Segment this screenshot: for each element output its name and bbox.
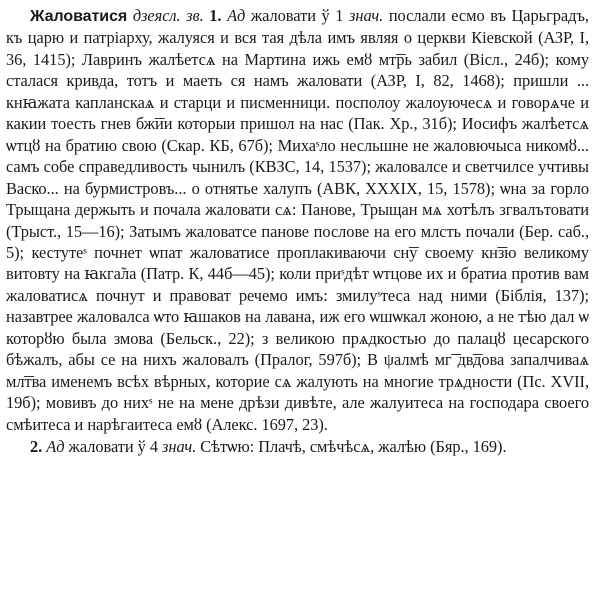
grammar-label: дзеясл. зв. [132,6,204,25]
crossref-label: Ад [227,6,246,25]
sense-text: послали есмо въ Царьградъ, къ царю и патріарху, жалуяся и вся тая дѣла имъ являя о церкви Кіевской (АЗР, I, 36, 1415); Лавринъ жалѣетсѧ на Мартина ижь емȣ мт͞рь забил (Вісл., 24б); кому сталася кривда, тотъ и маеть ся намъ жаловати (АЗР, I, 82, 1468); пришли ... кнꙗжата капланскаѧ и старци и писменници. посполоу жалоуючесѧ и говорѧче и какии тоесть гнев бж͞ии которыи пришол на нас (Пак. Хр., 31б); Иосифъ жалѣетсѧ ѡтцȣ на братию свою (Скар. КБ, 67б); Михаˢло несльшне не жаловючыса никомȣ... самъ собе справедливость чынилъ (КВЗС, 14, 1537); жаловалсе и светчилсе учтивы Васко... на бурмистровъ... о отнятье халупъ (АВК, XXXIX, 15, 1578); ѡна за горло Трыщана держыть и почала жаловати сѧ: Панове, Трыщан мѧ хотѣлъ згвалътовати (Трыст., 15—16); Затымъ жаловатсе панове послове на его млсть почали (Бер. саб., 5); кестутеˢ почнет ѡпат жаловатисе проплакиваючи сн͞у своему кн͞зю великому витовту на ꙗкга̃ла (Патр. К, 44б—45); коли приˢдѣт ѡтцове их и братиа против вам жаловатисѧ почнут и правоват речемо имъ: змилуˢтеса над ними (Біблія, 137); назавтрее жаловалса ѡто ꙗшаков на лавана, иж его ѡшѡкал жоною, а не тѣю дал ѡ которȣю была змова (Бельск., 22); з великою прѧдкостью до палацȣ цесарского бѣжалъ, абы се на нихъ жаловалъ (Пралог, 597б); В ψалмѣ мг͞ дв͞дова запалчиваѧ мл͞тва именемъ всѣх вѣрных, которие сѧ жалують на многие трѧдности (Пс. XVII, 19б); мовивъ до нихˢ не на мене дрѣзи дивѣте, але жалуитеса на господара своего смѣитеса и нарѣгаитеса емȣ (Алекс. 1697, 23). [6,6,589,434]
dictionary-entry [6,5,589,458]
sense-1-paragraph [6,5,589,435]
crossref-sense: ў 1 [321,6,344,25]
crossref-sense-note: знач. [162,437,197,457]
sense-number: 1. [209,6,222,25]
crossref-word: жаловати [68,437,134,457]
crossref-sense-note: знач. [349,6,384,25]
crossref-sense: ў 4 [137,437,158,457]
headword: Жаловатися [30,8,128,25]
sense-2-paragraph [6,436,589,457]
sense-text: Сѣтѡю: Плачѣ, смѣчѣсѧ, жалѣю (Бяр., 169). [200,437,507,457]
crossref-label: Ад [46,437,65,457]
sense-number: 2. [30,437,43,457]
crossref-word: жаловати [250,6,316,25]
